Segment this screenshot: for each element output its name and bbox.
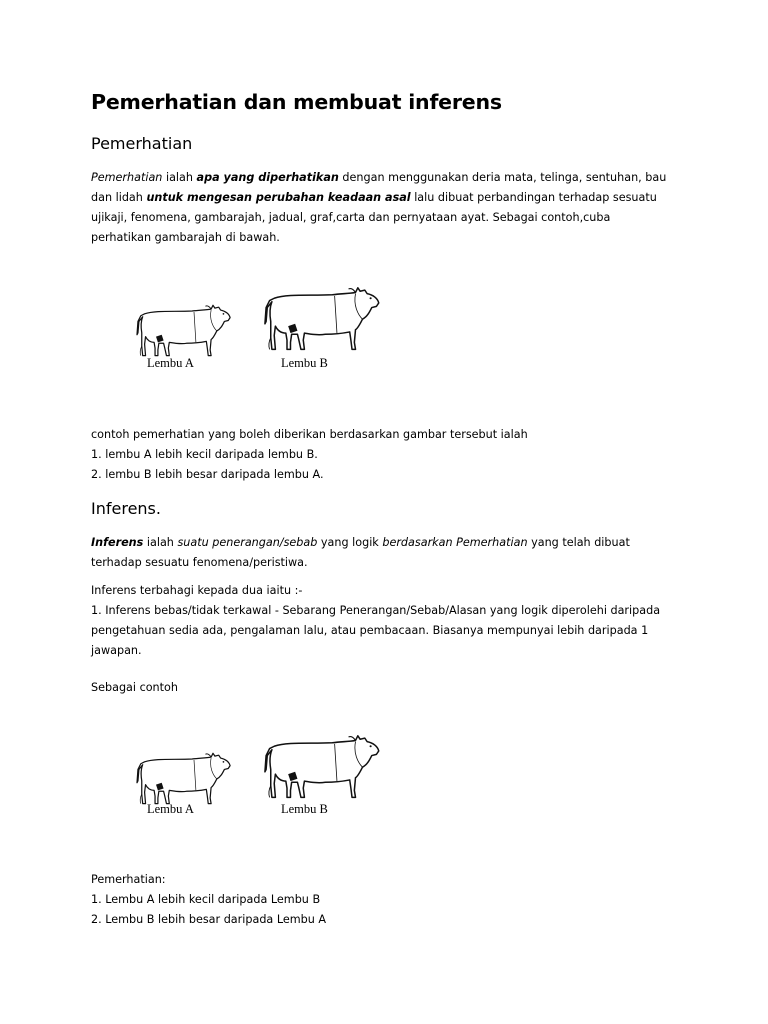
list-item: 2. lembu B lebih besar daripada lembu A. <box>91 468 324 481</box>
cow-b-label: Lembu B <box>281 356 328 370</box>
cow-a-label: Lembu A <box>147 802 194 816</box>
cow-a-image <box>137 300 232 360</box>
term-inferens: Inferens <box>91 536 144 549</box>
pemerhatian-examples <box>91 425 528 485</box>
text-run: ialah <box>162 171 197 184</box>
list-item: 1. lembu A lebih kecil daripada lembu B. <box>91 448 318 461</box>
emphasis-text: suatu penerangan/sebab <box>177 536 318 549</box>
cow-b-label: Lembu B <box>281 802 328 816</box>
paragraph-line: terhadap sesuatu fenomena/peristiwa. <box>91 556 308 569</box>
paragraph-line: perhatikan gambarajah di bawah. <box>91 231 280 244</box>
text-run: dengan menggunakan deria mata, telinga, sentuhan, bau <box>338 171 667 184</box>
pemerhatian-definition <box>91 168 666 248</box>
paragraph-line: 1. Inferens bebas/tidak terkawal - Sebarang Penerangan/Sebab/Alasan yang logik diperolehi daripada <box>91 604 661 617</box>
page-title: Pemerhatian dan membuat inferens <box>91 90 502 114</box>
paragraph-line: ujikaji, fenomena, gambarajah, jadual, graf,carta dan pernyataan ayat. Sebagai contoh,cuba <box>91 211 611 224</box>
text-run: ialah <box>143 536 178 549</box>
emphasis-text: untuk mengesan perubahan keadaan asal <box>146 191 411 204</box>
text-run: yang telah dibuat <box>527 536 630 549</box>
text-run: lalu dibuat perbandingan terhadap sesuatu <box>410 191 657 204</box>
section-heading-pemerhatian: Pemerhatian <box>91 134 193 153</box>
example-intro: contoh pemerhatian yang boleh diberikan berdasarkan gambar tersebut ialah <box>91 428 528 441</box>
cow-figure <box>137 728 437 828</box>
example-label: Sebagai contoh <box>91 681 178 694</box>
emphasis-text: apa yang diperhatikan <box>196 171 339 184</box>
cow-a-image <box>137 748 232 808</box>
text-run: dan lidah <box>91 191 147 204</box>
types-intro: Inferens terbahagi kepada dua iaitu :- <box>91 584 303 597</box>
cow-b-image <box>259 282 387 354</box>
observations-heading: Pemerhatian: <box>91 873 166 886</box>
section-heading-inferens: Inferens. <box>91 499 161 518</box>
cow-figure <box>137 280 437 380</box>
paragraph-line: pengetahuan sedia ada, pengalaman lalu, atau pembacaan. Biasanya mempunyai lebih daripada 1 <box>91 624 649 637</box>
emphasis-text: berdasarkan Pemerhatian <box>382 536 528 549</box>
term-pemerhatian: Pemerhatian <box>91 171 163 184</box>
paragraph-line <box>91 533 630 553</box>
observations-block <box>91 870 326 930</box>
paragraph-line <box>91 168 666 188</box>
list-item: 1. Lembu A lebih kecil daripada Lembu B <box>91 893 321 906</box>
text-run: yang logik <box>317 536 383 549</box>
cow-b-image <box>259 730 387 802</box>
inferens-types <box>91 581 660 661</box>
paragraph-line <box>91 188 666 208</box>
list-item: 2. Lembu B lebih besar daripada Lembu A <box>91 913 327 926</box>
cow-a-label: Lembu A <box>147 356 194 370</box>
paragraph-line: jawapan. <box>91 644 142 657</box>
inferens-definition <box>91 533 630 573</box>
